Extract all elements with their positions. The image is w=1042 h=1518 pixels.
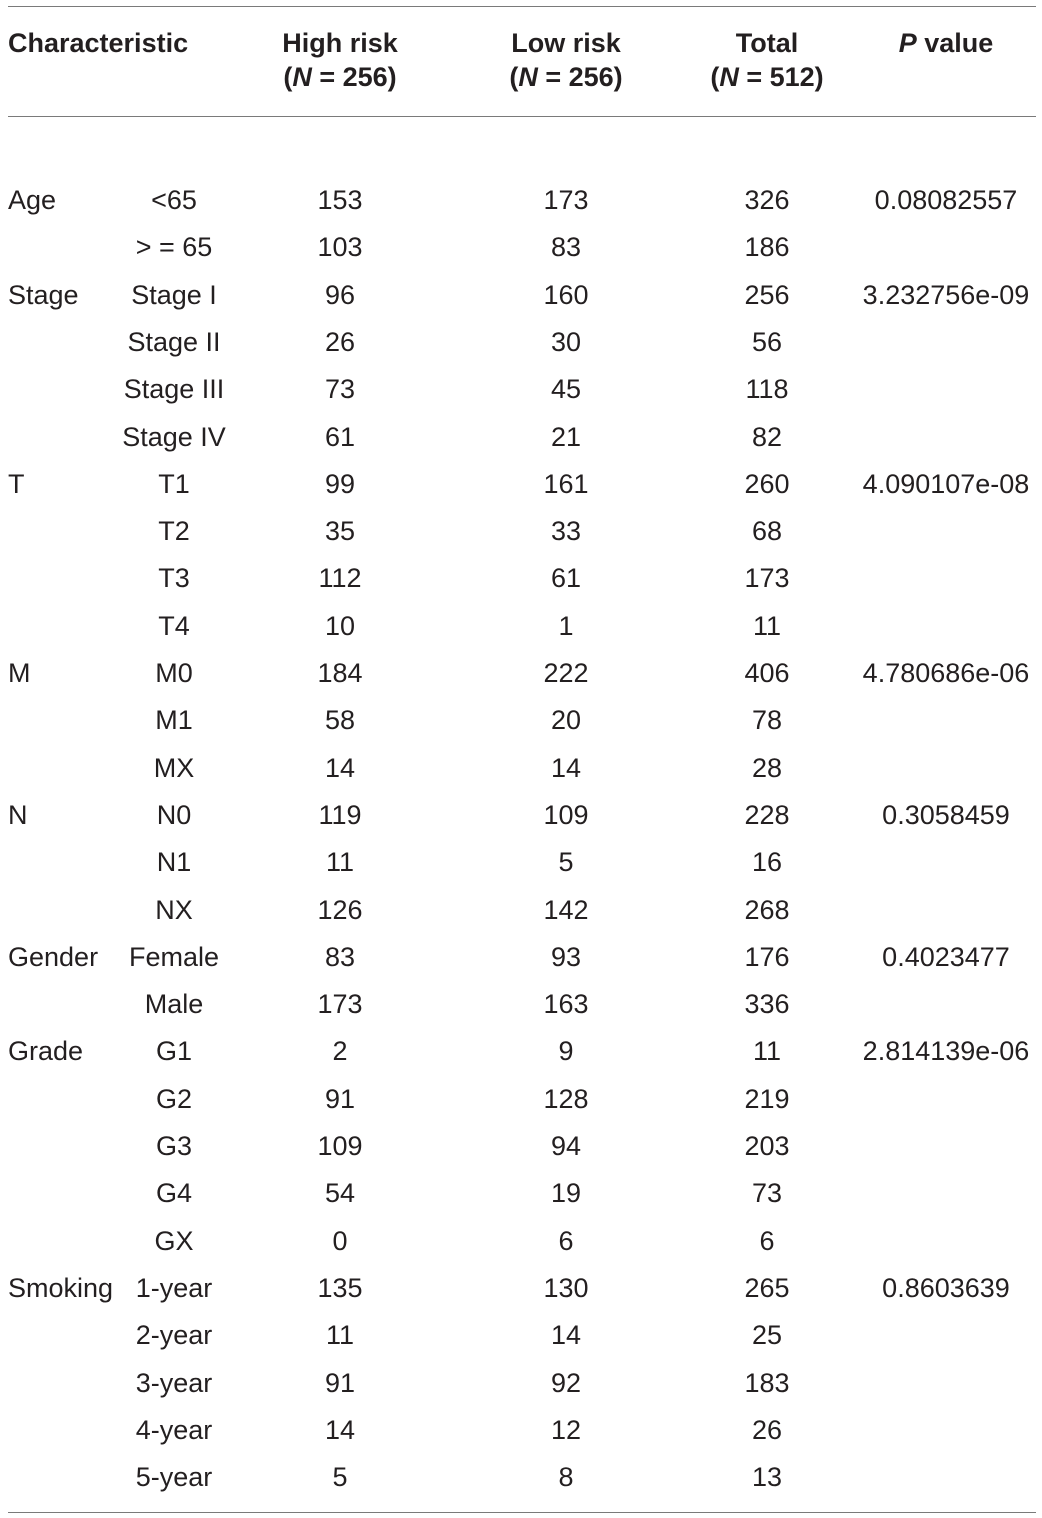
header-p-value-text: value: [916, 28, 994, 58]
subgroup-cell: Male: [144, 989, 204, 1019]
low-risk-cell: 14: [550, 1320, 582, 1350]
total-cell: 73: [751, 1178, 783, 1208]
total-cell: 326: [744, 185, 790, 215]
low-risk-cell: 1: [558, 611, 574, 641]
low-risk-cell: 14: [550, 753, 582, 783]
total-cell: 6: [759, 1226, 775, 1256]
total-cell: 183: [744, 1368, 790, 1398]
high-risk-cell: 73: [324, 374, 356, 404]
low-risk-cell: 161: [543, 469, 589, 499]
high-risk-cell: 135: [317, 1273, 363, 1303]
low-risk-cell: 20: [550, 705, 582, 735]
p-value-cell: 0.08082557: [874, 185, 1018, 215]
subgroup-cell: M0: [155, 658, 193, 688]
total-cell: 265: [744, 1273, 790, 1303]
high-risk-cell: 109: [317, 1131, 363, 1161]
high-risk-cell: 83: [324, 942, 356, 972]
high-risk-cell: 91: [324, 1084, 356, 1114]
total-cell: 26: [751, 1415, 783, 1445]
total-cell: 203: [744, 1131, 790, 1161]
high-risk-cell: 173: [317, 989, 363, 1019]
header-high-risk-n: (N = 256): [283, 62, 397, 92]
header-high-risk-n-symbol: N: [292, 62, 312, 92]
low-risk-cell: 93: [550, 942, 582, 972]
high-risk-cell: 11: [325, 847, 355, 877]
total-cell: 11: [752, 1036, 782, 1066]
characteristic-cell: M: [8, 658, 31, 688]
subgroup-cell: Stage I: [131, 280, 217, 310]
header-low-risk-n: (N = 256): [509, 62, 623, 92]
total-cell: 13: [751, 1462, 783, 1492]
low-risk-cell: 222: [543, 658, 589, 688]
total-cell: 56: [751, 327, 783, 357]
subgroup-cell: T2: [158, 516, 190, 546]
low-risk-cell: 19: [550, 1178, 582, 1208]
subgroup-cell: N0: [156, 800, 192, 830]
characteristic-cell: Smoking: [8, 1273, 114, 1303]
low-risk-cell: 109: [543, 800, 589, 830]
total-cell: 219: [744, 1084, 790, 1114]
subgroup-cell: Stage III: [123, 374, 225, 404]
subgroup-cell: Stage IV: [122, 422, 226, 452]
low-risk-cell: 92: [550, 1368, 582, 1398]
low-risk-cell: 130: [543, 1273, 589, 1303]
subgroup-cell: Stage II: [127, 327, 221, 357]
total-cell: 260: [744, 469, 790, 499]
header-characteristic: [8, 26, 188, 60]
subgroup-cell: GX: [154, 1226, 194, 1256]
header-low-risk-label: Low risk: [511, 28, 621, 58]
p-value-cell: 0.4023477: [882, 942, 1010, 972]
total-cell: 186: [744, 232, 790, 262]
subgroup-cell: > = 65: [135, 232, 213, 262]
header-high-risk-label: High risk: [282, 28, 398, 58]
high-risk-cell: 14: [324, 753, 356, 783]
table-top-rule: [8, 6, 1036, 7]
low-risk-cell: 61: [550, 563, 582, 593]
high-risk-cell: 103: [317, 232, 363, 262]
header-bottom-rule: [8, 116, 1036, 117]
p-value-cell: 4.090107e-08: [862, 469, 1030, 499]
characteristic-cell: T: [8, 469, 25, 499]
low-risk-cell: 9: [558, 1036, 574, 1066]
subgroup-cell: G3: [155, 1131, 193, 1161]
header-total-n: (N = 512): [710, 62, 824, 92]
subgroup-cell: 4-year: [135, 1415, 213, 1445]
total-cell: 256: [744, 280, 790, 310]
low-risk-cell: 142: [543, 895, 589, 925]
low-risk-cell: 160: [543, 280, 589, 310]
subgroup-cell: G2: [155, 1084, 193, 1114]
low-risk-cell: 8: [558, 1462, 574, 1492]
subgroup-cell: <65: [151, 185, 197, 215]
subgroup-cell: Female: [128, 942, 220, 972]
p-value-cell: 2.814139e-06: [862, 1036, 1030, 1066]
subgroup-cell: 1-year: [135, 1273, 213, 1303]
high-risk-cell: 14: [324, 1415, 356, 1445]
low-risk-cell: 12: [550, 1415, 582, 1445]
high-risk-cell: 99: [324, 469, 356, 499]
high-risk-cell: 91: [324, 1368, 356, 1398]
characteristic-cell: Stage: [8, 280, 79, 310]
p-value-cell: 3.232756e-09: [862, 280, 1030, 310]
p-value-cell: 0.3058459: [882, 800, 1010, 830]
subgroup-cell: NX: [155, 895, 193, 925]
subgroup-cell: N1: [156, 847, 192, 877]
subgroup-cell: MX: [153, 753, 195, 783]
high-risk-cell: 0: [332, 1226, 348, 1256]
header-total-label: Total: [735, 28, 799, 58]
total-cell: 16: [751, 847, 783, 877]
high-risk-cell: 54: [324, 1178, 356, 1208]
high-risk-cell: 26: [324, 327, 356, 357]
total-cell: 78: [751, 705, 783, 735]
header-p-symbol: P: [898, 28, 917, 58]
high-risk-cell: 5: [332, 1462, 348, 1492]
high-risk-cell: 112: [318, 563, 362, 593]
high-risk-cell: 96: [324, 280, 356, 310]
header-p-value-label: [899, 26, 994, 60]
low-risk-cell: 30: [550, 327, 582, 357]
low-risk-cell: 83: [550, 232, 582, 262]
subgroup-cell: G4: [155, 1178, 193, 1208]
subgroup-cell: M1: [155, 705, 193, 735]
header-characteristic-label: Characteristic: [8, 28, 189, 58]
high-risk-cell: 35: [324, 516, 356, 546]
characteristic-cell: Gender: [8, 942, 99, 972]
low-risk-cell: 21: [550, 422, 582, 452]
high-risk-cell: 61: [324, 422, 356, 452]
characteristic-cell: N: [8, 800, 28, 830]
p-value-cell: 4.780686e-06: [862, 658, 1030, 688]
total-cell: 118: [745, 374, 789, 404]
total-cell: 176: [744, 942, 790, 972]
total-cell: 28: [751, 753, 783, 783]
high-risk-cell: 11: [325, 1320, 355, 1350]
high-risk-cell: 126: [317, 895, 363, 925]
high-risk-cell: 58: [324, 705, 356, 735]
subgroup-cell: 3-year: [135, 1368, 213, 1398]
total-cell: 82: [751, 422, 783, 452]
low-risk-cell: 45: [550, 374, 582, 404]
low-risk-cell: 173: [543, 185, 589, 215]
low-risk-cell: 33: [550, 516, 582, 546]
high-risk-cell: 153: [317, 185, 363, 215]
header-p-value: [899, 26, 994, 60]
total-cell: 68: [751, 516, 783, 546]
high-risk-cell: 184: [317, 658, 363, 688]
characteristic-cell: Grade: [8, 1036, 84, 1066]
header-low-risk-n-value: = 256): [537, 62, 623, 92]
total-cell: 25: [751, 1320, 783, 1350]
total-cell: 406: [744, 658, 790, 688]
subgroup-cell: T3: [158, 563, 190, 593]
header-total: [710, 26, 823, 94]
header-total-n-value: = 512): [738, 62, 824, 92]
subgroup-cell: 2-year: [135, 1320, 213, 1350]
subgroup-cell: T1: [158, 469, 190, 499]
p-value-cell: 0.8603639: [882, 1273, 1010, 1303]
header-high-risk: [282, 26, 398, 94]
subgroup-cell: G1: [155, 1036, 193, 1066]
low-risk-cell: 6: [558, 1226, 574, 1256]
low-risk-cell: 5: [558, 847, 574, 877]
table-bottom-rule: [8, 1512, 1036, 1513]
header-total-n-symbol: N: [719, 62, 739, 92]
header-low-risk: [509, 26, 622, 94]
low-risk-cell: 128: [543, 1084, 589, 1114]
total-cell: 11: [752, 611, 782, 641]
high-risk-cell: 10: [324, 611, 356, 641]
low-risk-cell: 94: [550, 1131, 582, 1161]
total-cell: 173: [744, 563, 790, 593]
high-risk-cell: 119: [318, 800, 362, 830]
total-cell: 336: [744, 989, 790, 1019]
total-cell: 228: [744, 800, 790, 830]
high-risk-cell: 2: [332, 1036, 348, 1066]
header-high-risk-n-value: = 256): [311, 62, 397, 92]
subgroup-cell: T4: [158, 611, 190, 641]
low-risk-cell: 163: [543, 989, 589, 1019]
subgroup-cell: 5-year: [135, 1462, 213, 1492]
characteristic-cell: Age: [8, 185, 57, 215]
total-cell: 268: [744, 895, 790, 925]
header-low-risk-n-symbol: N: [518, 62, 538, 92]
